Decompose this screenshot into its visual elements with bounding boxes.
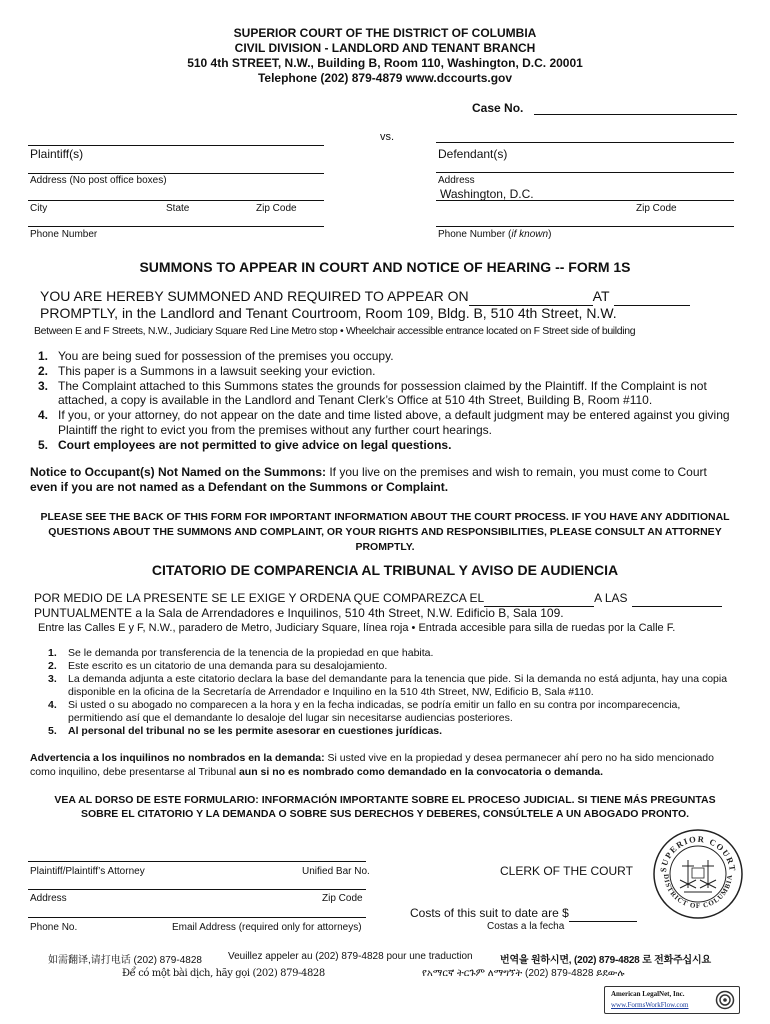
court-header <box>0 26 770 86</box>
defendant-address-label: Address <box>438 175 475 186</box>
list-item: 5. Court employees are not permitted to give advice on legal questions. <box>38 437 452 452</box>
costs-field[interactable] <box>569 907 637 922</box>
costs-to-date: Costs of this suit to date are $ <box>410 906 637 922</box>
summons-line-1: YOU ARE HEREBY SUMMONED AND REQUIRED TO APPEAR ON AT <box>40 288 740 306</box>
costas-label: Costas a la fecha <box>487 921 565 932</box>
plaintiff-address-label: Address (No post office boxes) <box>30 175 167 186</box>
occupant-notice: Notice to Occupant(s) Not Named on the Summons: If you live on the premises and wish to remain, you must come to Court even if you are not named as a Defendant on the Summons or Complaint. <box>30 465 707 494</box>
list-item: 3. La demanda adjunta a este citatorio declara la base del demandante para la tenencia que pide. Si la demanda no está adjunta, hay una copia disponible en la oficina de la Secretaría de Arrendador e Inquilino en la 510 4th Street, NW, Edificio B, Sala #110. <box>48 673 728 698</box>
plaintiff-phone-field[interactable] <box>28 226 324 227</box>
attorney-phone-field[interactable] <box>28 917 366 918</box>
plaintiff-address-field[interactable] <box>28 173 324 174</box>
english-list <box>38 349 738 453</box>
plaintiff-zip-label: Zip Code <box>256 203 297 214</box>
header-line-4: Telephone (202) 879-4879 www.dccourts.gov <box>257 71 513 85</box>
defendant-phone-field[interactable] <box>436 226 734 227</box>
header-line-1: SUPERIOR COURT OF THE DISTRICT OF COLUMBIA <box>233 26 537 40</box>
defendant-label: Defendant(s) <box>438 147 508 161</box>
plaintiff-city-field[interactable] <box>28 200 324 201</box>
amharic-translation: የአማርኛ ትርጉም ለማግኘት (202) 879-4828 ይደውሉ <box>422 968 625 979</box>
list-item: 4. If you, or your attorney, do not appear on the date and time listed above, a default judgment may be entered against you giving Plaintiff the right to evict you from the premises without any further court hearings. <box>38 408 730 437</box>
list-item: 2. Este escrito es un citatorio de una demanda para su desalojamiento. <box>48 660 388 672</box>
citatorio-line-2: PUNTUALMENTE a la Sala de Arrendadores e Inquilinos, 510 4th Street, N.W. Edificio B, Sala 109. <box>34 606 564 620</box>
summons-title: SUMMONS TO APPEAR IN COURT AND NOTICE OF HEARING -- FORM 1S <box>139 259 631 275</box>
vea-al-dorso-notice: VEA AL DORSO DE ESTE FORMULARIO: INFORMACIÓN IMPORTANTE SOBRE EL PROCESO JUDICIAL. SI TIENE MÁS PREGUNTAS SOBRE EL CITATORIO Y LA DEMANDA O SOBRE SUS DERECHOS Y DEBERES, CONSÚLTELE A UN ABOGADO PRONTO. <box>54 794 716 820</box>
attorney-field[interactable] <box>28 861 366 862</box>
list-item: 3. The Complaint attached to this Summons states the grounds for possession claimed by the Plaintiff. If the Complaint is not attached, a copy is available in the Landlord and Tenant Clerk’s Office at 510 4th Street, Building B, Room #110. <box>38 378 707 408</box>
defendant-city-field[interactable] <box>436 200 734 201</box>
case-no-field[interactable] <box>534 114 737 115</box>
list-item: 4. Si usted o su abogado no comparecen a la hora y en la fecha indicadas, se podría emitir un fallo en su contra por incomparecencia, permitiendo así que el demandante lo desaloje del lugar sin necesitarse audiencias posteriores. <box>48 699 681 724</box>
header-line-3: 510 4th STREET, N.W., Building B, Room 110, Washington, D.C. 20001 <box>187 56 583 70</box>
defendant-address-field[interactable] <box>436 172 734 173</box>
plaintiff-state-label: State <box>166 203 190 214</box>
vs-label: vs. <box>380 131 395 143</box>
location-note: Between E and F Streets, N.W., Judiciary Square Red Line Metro stop • Wheelchair accessible entrance located on F Street side of building <box>34 325 636 337</box>
brand-box <box>604 986 740 1014</box>
plaintiff-label: Plaintiff(s) <box>30 147 84 161</box>
plaintiff-city-label: City <box>30 203 48 214</box>
brand-name: American LegalNet, Inc. <box>611 990 685 998</box>
defendant-phone-label: Phone Number (if known) <box>438 229 552 240</box>
list-item: 1. Se le demanda por transferencia de la tenencia de la propiedad en que habita. <box>48 647 434 659</box>
court-seal-icon <box>652 828 744 920</box>
list-item: 2. This paper is a Summons in a lawsuit seeking your eviction. <box>38 363 376 378</box>
list-item: 1. You are being sued for possession of the premises you occupy. <box>38 349 394 363</box>
svg-text:SUPERIOR COURT: SUPERIOR COURT <box>657 833 739 873</box>
defendant-city-value: Washington, D.C. <box>440 187 534 201</box>
inquilinos-advertencia: Advertencia a los inquilinos no nombrados en la demanda: Si usted vive en la propiedad y desea permanecer ahí pero no ha sido mencionado como inquilino, debe presentarse al Tribunal aun si no es nombrado como demandado en la convocatoria o demanda. <box>30 752 714 778</box>
plaintiff-phone-label: Phone Number <box>30 229 98 240</box>
please-see-notice: PLEASE SEE THE BACK OF THIS FORM FOR IMPORTANT INFORMATION ABOUT THE COURT PROCESS. IF YOU HAVE ANY ADDITIONAL QUESTIONS ABOUT THE SUMMONS AND COMPLAINT, OR YOUR RIGHTS AND RESPONSIBILITIES, PLEASE CONSULT AN ATTORNEY PROMPTLY. <box>40 511 730 553</box>
appear-time-field[interactable] <box>614 289 690 306</box>
case-no-label: Case No. <box>472 101 524 115</box>
brand-url[interactable]: www.FormsWorkFlow.com <box>611 1001 689 1009</box>
plaintiff-field[interactable] <box>28 145 324 146</box>
vietnamese-translation: Để có một bài dịch, hãy gọi (202) 879-4828 <box>122 968 325 979</box>
spanish-list <box>48 647 728 738</box>
bar-no-label: Unified Bar No. <box>302 866 370 877</box>
comparezca-date-field[interactable] <box>484 592 594 607</box>
chinese-translation: 如需翻译,请打电话 (202) 879-4828 <box>48 955 202 966</box>
attorney-phone-label: Phone No. <box>30 922 78 933</box>
defendant-field[interactable] <box>436 142 734 143</box>
attorney-address-field[interactable] <box>28 889 366 890</box>
ubicacion-note: Entre las Calles E y F, N.W., paradero de Metro, Judiciary Square, línea roja • Entrada accesible para silla de ruedas por la Calle F. <box>38 622 676 634</box>
attorney-address-label: Address <box>30 893 67 904</box>
header-line-2: CIVIL DIVISION - LANDLORD AND TENANT BRANCH <box>234 41 536 55</box>
svg-text:DISTRICT OF COLUMBIA: DISTRICT OF COLUMBIA <box>661 873 735 911</box>
brand-logo-icon <box>715 990 735 1010</box>
defendant-zip-label: Zip Code <box>636 203 677 214</box>
comparezca-time-field[interactable] <box>632 592 722 607</box>
summons-line-2: PROMPTLY, in the Landlord and Tenant Courtroom, Room 109, Bldg. B, 510 4th Street, N.W. <box>40 305 617 321</box>
clerk-of-court: CLERK OF THE COURT <box>500 864 633 878</box>
citatorio-title: CITATORIO DE COMPARENCIA AL TRIBUNAL Y AVISO DE AUDIENCIA <box>151 562 619 578</box>
french-translation: Veuillez appeler au (202) 879-4828 pour une traduction <box>228 951 473 962</box>
list-item: 5. Al personal del tribunal no se les permite asesorar en cuestiones jurídicas. <box>48 725 443 737</box>
attorney-zip-label: Zip Code <box>322 893 363 904</box>
attorney-label: Plaintiff/Plaintiff’s Attorney <box>30 866 145 877</box>
attorney-email-label: Email Address (required only for attorneys) <box>172 922 362 933</box>
citatorio-line-1: POR MEDIO DE LA PRESENTE SE LE EXIGE Y ORDENA QUE COMPAREZCA EL A LAS <box>34 591 722 607</box>
appear-date-field[interactable] <box>469 289 593 306</box>
korean-translation: 번역을 원하시면, (202) 879-4828 로 전화주십시요 <box>500 955 711 966</box>
